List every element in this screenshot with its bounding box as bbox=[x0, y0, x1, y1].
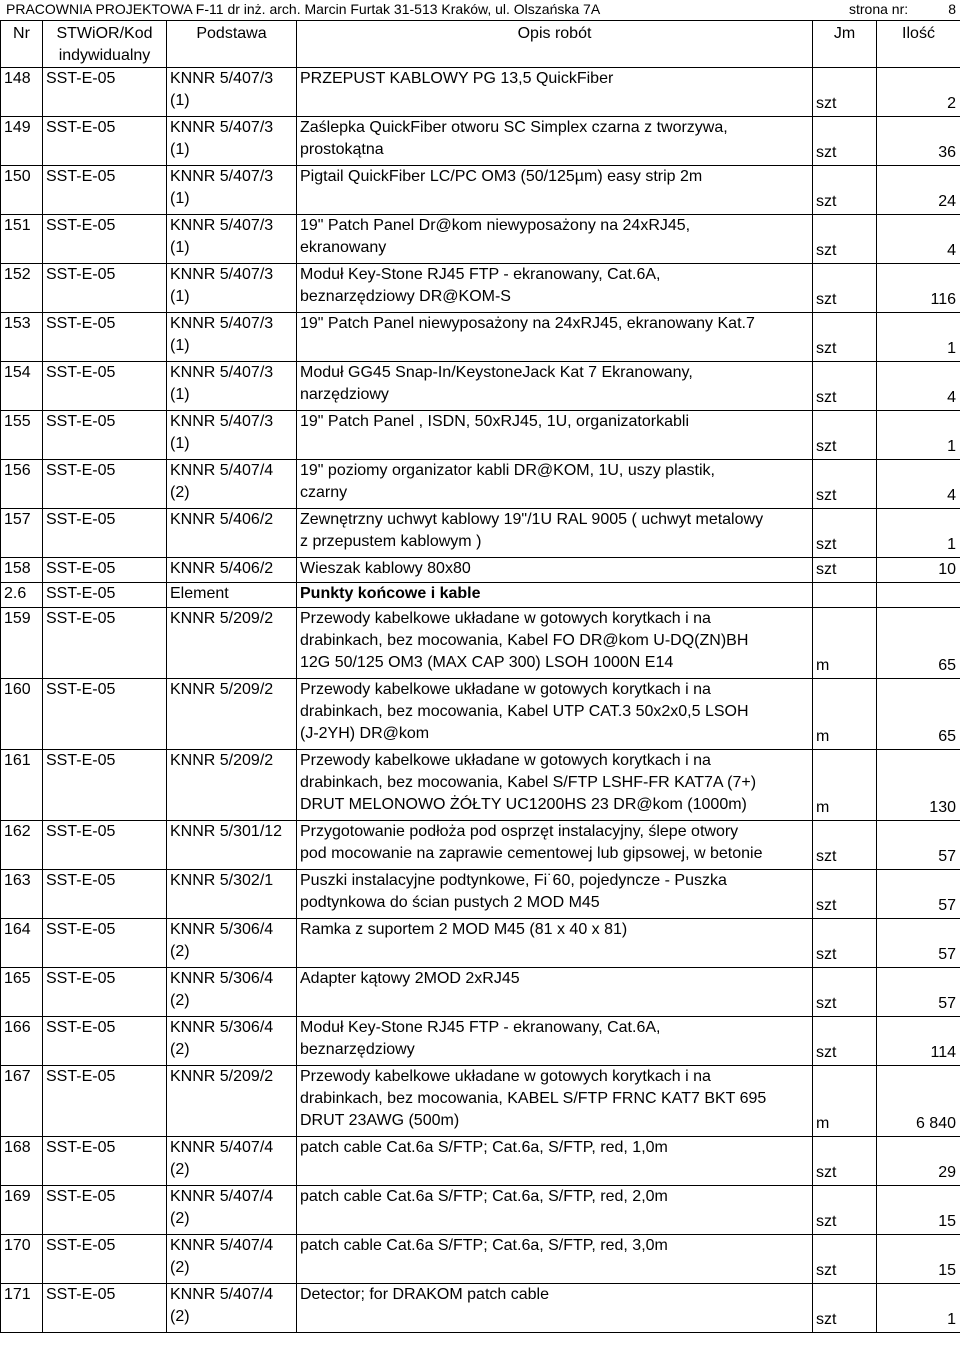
work-description: 19" Patch Panel Dr@kom niewyposażony na 24xRJ45, ekranowany bbox=[297, 215, 813, 264]
work-description: patch cable Cat.6a S/FTP; Cat.6a, S/FTP, red, 2,0m bbox=[297, 1186, 813, 1235]
unit bbox=[813, 166, 877, 215]
table-row bbox=[1, 968, 960, 1017]
quantity bbox=[877, 1284, 960, 1333]
unit bbox=[813, 968, 877, 1017]
quantity bbox=[877, 166, 960, 215]
spec-code: SST-E-05 bbox=[43, 1066, 167, 1137]
unit bbox=[813, 460, 877, 509]
quantity-value: 2 bbox=[947, 95, 956, 112]
table-row bbox=[1, 1066, 960, 1137]
row-number: 166 bbox=[1, 1017, 43, 1066]
unit-value: szt bbox=[816, 561, 837, 578]
quantity bbox=[877, 919, 960, 968]
quantity-value: 130 bbox=[929, 799, 956, 816]
table-row bbox=[1, 1137, 960, 1186]
basis-reference: KNNR 5/407/4 (2) bbox=[167, 1235, 297, 1284]
spec-code: SST-E-05 bbox=[43, 1017, 167, 1066]
spec-code: SST-E-05 bbox=[43, 919, 167, 968]
unit bbox=[813, 1137, 877, 1186]
table-row bbox=[1, 821, 960, 870]
office-title: PRACOWNIA PROJEKTOWA F-11 dr inż. arch. Marcin Furtak 31-513 Kraków, ul. Olszańska 7A bbox=[6, 1, 601, 17]
basis-reference: KNNR 5/209/2 bbox=[167, 750, 297, 821]
spec-code: SST-E-05 bbox=[43, 679, 167, 750]
unit bbox=[813, 411, 877, 460]
quantity bbox=[877, 1137, 960, 1186]
column-header-qty: Ilość bbox=[877, 21, 960, 68]
unit-value: szt bbox=[816, 1213, 837, 1230]
page-header bbox=[0, 0, 960, 21]
work-description: patch cable Cat.6a S/FTP; Cat.6a, S/FTP, red, 1,0m bbox=[297, 1137, 813, 1186]
row-number: 2.6 bbox=[1, 583, 43, 608]
work-description: Wieszak kablowy 80x80 bbox=[297, 558, 813, 583]
column-header-kod: STWiOR/Kod indywidualny bbox=[43, 21, 167, 68]
quantity-value: 1 bbox=[947, 536, 956, 553]
basis-reference: KNNR 5/407/3 (1) bbox=[167, 264, 297, 313]
basis-reference: KNNR 5/406/2 bbox=[167, 558, 297, 583]
unit bbox=[813, 1284, 877, 1333]
quantity bbox=[877, 1017, 960, 1066]
work-description: 19" poziomy organizator kabli DR@KOM, 1U, uszy plastik, czarny bbox=[297, 460, 813, 509]
quantity-value: 4 bbox=[947, 389, 956, 406]
unit-value: szt bbox=[816, 1311, 837, 1328]
table-row bbox=[1, 919, 960, 968]
column-header-jm: Jm bbox=[813, 21, 877, 68]
spec-code: SST-E-05 bbox=[43, 68, 167, 117]
basis-reference: KNNR 5/306/4 (2) bbox=[167, 968, 297, 1017]
unit-value: szt bbox=[816, 848, 837, 865]
unit bbox=[813, 583, 877, 608]
spec-code: SST-E-05 bbox=[43, 968, 167, 1017]
row-number: 161 bbox=[1, 750, 43, 821]
basis-reference: KNNR 5/407/3 (1) bbox=[167, 117, 297, 166]
row-number: 154 bbox=[1, 362, 43, 411]
unit-value: szt bbox=[816, 144, 837, 161]
unit-value: szt bbox=[816, 1044, 837, 1061]
unit-value: m bbox=[816, 657, 830, 674]
basis-reference: KNNR 5/407/3 (1) bbox=[167, 411, 297, 460]
page-number-label: strona nr: bbox=[849, 1, 909, 17]
spec-code: SST-E-05 bbox=[43, 821, 167, 870]
row-number: 150 bbox=[1, 166, 43, 215]
work-description: PRZEPUST KABLOWY PG 13,5 QuickFiber bbox=[297, 68, 813, 117]
unit bbox=[813, 558, 877, 583]
table-body bbox=[1, 68, 960, 1333]
quantity-value: 24 bbox=[938, 193, 956, 210]
basis-reference: KNNR 5/407/3 (1) bbox=[167, 68, 297, 117]
basis-reference: KNNR 5/407/4 (2) bbox=[167, 1284, 297, 1333]
work-description: Przewody kabelkowe układane w gotowych korytkach i na drabinkach, bez mocowania, Kabel UTP CAT.3 50x2x0,5 LSOH (J-2YH) DR@kom bbox=[297, 679, 813, 750]
table-row bbox=[1, 362, 960, 411]
basis-reference: KNNR 5/406/2 bbox=[167, 509, 297, 558]
row-number: 159 bbox=[1, 608, 43, 679]
unit bbox=[813, 919, 877, 968]
table-row bbox=[1, 264, 960, 313]
basis-reference: KNNR 5/407/3 (1) bbox=[167, 313, 297, 362]
spec-code: SST-E-05 bbox=[43, 215, 167, 264]
basis-reference: KNNR 5/209/2 bbox=[167, 608, 297, 679]
quantity-value: 65 bbox=[938, 728, 956, 745]
unit-value: szt bbox=[816, 193, 837, 210]
table-row bbox=[1, 750, 960, 821]
quantity bbox=[877, 509, 960, 558]
quantity-value: 57 bbox=[938, 848, 956, 865]
quantity-value: 57 bbox=[938, 897, 956, 914]
unit-value: m bbox=[816, 1115, 830, 1132]
row-number: 152 bbox=[1, 264, 43, 313]
quantity-value: 6 840 bbox=[915, 1115, 956, 1132]
row-number: 167 bbox=[1, 1066, 43, 1137]
quantity bbox=[877, 750, 960, 821]
column-header-desc: Opis robót bbox=[297, 21, 813, 68]
spec-code: SST-E-05 bbox=[43, 264, 167, 313]
spec-code: SST-E-05 bbox=[43, 750, 167, 821]
quantity-value: 116 bbox=[930, 291, 956, 308]
table-row bbox=[1, 460, 960, 509]
row-number: 153 bbox=[1, 313, 43, 362]
quantity-value: 57 bbox=[938, 946, 956, 963]
quantity bbox=[877, 215, 960, 264]
unit bbox=[813, 679, 877, 750]
table-row bbox=[1, 117, 960, 166]
row-number: 155 bbox=[1, 411, 43, 460]
spec-code: SST-E-05 bbox=[43, 1186, 167, 1235]
quantity-value: 65 bbox=[938, 657, 956, 674]
unit bbox=[813, 750, 877, 821]
unit-value: szt bbox=[816, 1262, 837, 1279]
row-number: 169 bbox=[1, 1186, 43, 1235]
row-number: 148 bbox=[1, 68, 43, 117]
quantity bbox=[877, 411, 960, 460]
row-number: 164 bbox=[1, 919, 43, 968]
row-number: 163 bbox=[1, 870, 43, 919]
work-description: Moduł Key-Stone RJ45 FTP - ekranowany, Cat.6A, beznarzędziowy DR@KOM-S bbox=[297, 264, 813, 313]
spec-code: SST-E-05 bbox=[43, 583, 167, 608]
unit-value: szt bbox=[816, 897, 837, 914]
work-description: Pigtail QuickFiber LC/PC OM3 (50/125µm) easy strip 2m bbox=[297, 166, 813, 215]
section-row bbox=[1, 583, 960, 608]
quantity-value: 10 bbox=[938, 561, 956, 578]
unit bbox=[813, 1235, 877, 1284]
row-number: 160 bbox=[1, 679, 43, 750]
quantity-value: 1 bbox=[947, 1311, 956, 1328]
unit bbox=[813, 264, 877, 313]
row-number: 158 bbox=[1, 558, 43, 583]
table-row bbox=[1, 411, 960, 460]
spec-code: SST-E-05 bbox=[43, 870, 167, 919]
quantity-value: 15 bbox=[938, 1262, 956, 1279]
spec-code: SST-E-05 bbox=[43, 1137, 167, 1186]
unit-value: szt bbox=[816, 946, 837, 963]
spec-code: SST-E-05 bbox=[43, 117, 167, 166]
quantity-value: 114 bbox=[930, 1044, 956, 1061]
work-description: Przewody kabelkowe układane w gotowych korytkach i na drabinkach, bez mocowania, KABEL S/FTP FRNC KAT7 BKT 695 DRUT 23AWG (500m) bbox=[297, 1066, 813, 1137]
basis-reference: KNNR 5/407/4 (2) bbox=[167, 1186, 297, 1235]
basis-reference: Element bbox=[167, 583, 297, 608]
unit bbox=[813, 509, 877, 558]
table-row bbox=[1, 1284, 960, 1333]
unit bbox=[813, 68, 877, 117]
row-number: 162 bbox=[1, 821, 43, 870]
table-row bbox=[1, 558, 960, 583]
row-number: 170 bbox=[1, 1235, 43, 1284]
basis-reference: KNNR 5/306/4 (2) bbox=[167, 919, 297, 968]
row-number: 168 bbox=[1, 1137, 43, 1186]
work-description: Adapter kątowy 2MOD 2xRJ45 bbox=[297, 968, 813, 1017]
row-number: 156 bbox=[1, 460, 43, 509]
unit bbox=[813, 821, 877, 870]
work-description: 19" Patch Panel niewyposażony na 24xRJ45, ekranowany Kat.7 bbox=[297, 313, 813, 362]
quantity bbox=[877, 821, 960, 870]
quantity bbox=[877, 558, 960, 583]
quantity-value: 1 bbox=[947, 438, 956, 455]
spec-code: SST-E-05 bbox=[43, 1284, 167, 1333]
unit-value: szt bbox=[816, 95, 837, 112]
table-header-row bbox=[1, 21, 960, 68]
quantity bbox=[877, 679, 960, 750]
work-description: Moduł Key-Stone RJ45 FTP - ekranowany, Cat.6A, beznarzędziowy bbox=[297, 1017, 813, 1066]
unit-value: m bbox=[816, 799, 830, 816]
quantity bbox=[877, 608, 960, 679]
quantity bbox=[877, 264, 960, 313]
work-description: patch cable Cat.6a S/FTP; Cat.6a, S/FTP, red, 3,0m bbox=[297, 1235, 813, 1284]
work-description: Moduł GG45 Snap-In/KeystoneJack Kat 7 Ekranowany, narzędziowy bbox=[297, 362, 813, 411]
unit bbox=[813, 117, 877, 166]
quantity bbox=[877, 968, 960, 1017]
work-description: Zaślepka QuickFiber otworu SC Simplex czarna z tworzywa, prostokątna bbox=[297, 117, 813, 166]
table-row bbox=[1, 608, 960, 679]
quantity bbox=[877, 1186, 960, 1235]
spec-code: SST-E-05 bbox=[43, 411, 167, 460]
quantity bbox=[877, 117, 960, 166]
spec-code: SST-E-05 bbox=[43, 362, 167, 411]
work-description: Puszki instalacyjne podtynkowe, Fi˙60, pojedyncze - Puszka podtynkowa do ścian pustych 2 MOD M45 bbox=[297, 870, 813, 919]
work-description: Punkty końcowe i kable bbox=[297, 583, 813, 608]
table-row bbox=[1, 68, 960, 117]
table-row bbox=[1, 1017, 960, 1066]
quantity bbox=[877, 583, 960, 608]
row-number: 171 bbox=[1, 1284, 43, 1333]
row-number: 149 bbox=[1, 117, 43, 166]
work-description: Przewody kabelkowe układane w gotowych korytkach i na drabinkach, bez mocowania, Kabel S/FTP LSHF-FR KAT7A (7+) DRUT MELONOWO ŻÓŁTY UC1200HS 23 DR@kom (1000m) bbox=[297, 750, 813, 821]
unit-value: szt bbox=[816, 340, 837, 357]
unit bbox=[813, 1066, 877, 1137]
table-row bbox=[1, 679, 960, 750]
quantity-value: 57 bbox=[938, 995, 956, 1012]
quantity bbox=[877, 68, 960, 117]
table-row bbox=[1, 509, 960, 558]
basis-reference: KNNR 5/407/3 (1) bbox=[167, 166, 297, 215]
quantity bbox=[877, 362, 960, 411]
work-description: Ramka z suportem 2 MOD M45 (81 x 40 x 81) bbox=[297, 919, 813, 968]
column-header-nr: Nr bbox=[1, 21, 43, 68]
unit-value: szt bbox=[816, 291, 837, 308]
unit-value: szt bbox=[816, 995, 837, 1012]
row-number: 165 bbox=[1, 968, 43, 1017]
basis-reference: KNNR 5/407/4 (2) bbox=[167, 460, 297, 509]
table-row bbox=[1, 313, 960, 362]
unit-value: szt bbox=[816, 242, 837, 259]
spec-code: SST-E-05 bbox=[43, 509, 167, 558]
column-header-base: Podstawa bbox=[167, 21, 297, 68]
unit-value: szt bbox=[816, 1164, 837, 1181]
row-number: 151 bbox=[1, 215, 43, 264]
row-number: 157 bbox=[1, 509, 43, 558]
quantity-value: 15 bbox=[938, 1213, 956, 1230]
page-number: 8 bbox=[948, 1, 956, 17]
unit bbox=[813, 608, 877, 679]
basis-reference: KNNR 5/306/4 (2) bbox=[167, 1017, 297, 1066]
basis-reference: KNNR 5/302/1 bbox=[167, 870, 297, 919]
work-description: Przewody kabelkowe układane w gotowych korytkach i na drabinkach, bez mocowania, Kabel FO DR@kom U-DQ(ZN)BH 12G 50/125 OM3 (MAX CAP 300) LSOH 1000N E14 bbox=[297, 608, 813, 679]
unit-value: szt bbox=[816, 438, 837, 455]
basis-reference: KNNR 5/209/2 bbox=[167, 1066, 297, 1137]
table-row bbox=[1, 166, 960, 215]
spec-code: SST-E-05 bbox=[43, 608, 167, 679]
quantity bbox=[877, 313, 960, 362]
unit bbox=[813, 1017, 877, 1066]
table-row bbox=[1, 870, 960, 919]
quantity bbox=[877, 1066, 960, 1137]
quantity-value: 29 bbox=[938, 1164, 956, 1181]
basis-reference: KNNR 5/407/3 (1) bbox=[167, 362, 297, 411]
basis-reference: KNNR 5/407/3 (1) bbox=[167, 215, 297, 264]
table-row bbox=[1, 215, 960, 264]
quantity bbox=[877, 460, 960, 509]
work-description: Detector; for DRAKOM patch cable bbox=[297, 1284, 813, 1333]
work-description: Zewnętrzny uchwyt kablowy 19"/1U RAL 9005 ( uchwyt metalowy z przepustem kablowym ) bbox=[297, 509, 813, 558]
unit-value: szt bbox=[816, 536, 837, 553]
basis-reference: KNNR 5/301/12 bbox=[167, 821, 297, 870]
spec-code: SST-E-05 bbox=[43, 1235, 167, 1284]
work-description: 19" Patch Panel , ISDN, 50xRJ45, 1U, organizatorkabli bbox=[297, 411, 813, 460]
unit bbox=[813, 215, 877, 264]
unit-value: szt bbox=[816, 487, 837, 504]
quantity-value: 4 bbox=[947, 242, 956, 259]
quantity-value: 1 bbox=[947, 340, 956, 357]
quantity bbox=[877, 870, 960, 919]
quantity-value: 36 bbox=[938, 144, 956, 161]
spec-code: SST-E-05 bbox=[43, 460, 167, 509]
quantity-value: 4 bbox=[947, 487, 956, 504]
quantity bbox=[877, 1235, 960, 1284]
unit-value: m bbox=[816, 728, 830, 745]
spec-code: SST-E-05 bbox=[43, 166, 167, 215]
work-description: Przygotowanie podłoża pod osprzęt instalacyjny, ślepe otwory pod mocowanie na zaprawie cementowej lub gipsowej, w betonie bbox=[297, 821, 813, 870]
basis-reference: KNNR 5/209/2 bbox=[167, 679, 297, 750]
unit bbox=[813, 313, 877, 362]
unit-value: szt bbox=[816, 389, 837, 406]
cost-estimate-table bbox=[0, 20, 960, 1333]
unit bbox=[813, 870, 877, 919]
spec-code: SST-E-05 bbox=[43, 558, 167, 583]
table-row bbox=[1, 1186, 960, 1235]
unit bbox=[813, 1186, 877, 1235]
unit bbox=[813, 362, 877, 411]
table-row bbox=[1, 1235, 960, 1284]
basis-reference: KNNR 5/407/4 (2) bbox=[167, 1137, 297, 1186]
spec-code: SST-E-05 bbox=[43, 313, 167, 362]
